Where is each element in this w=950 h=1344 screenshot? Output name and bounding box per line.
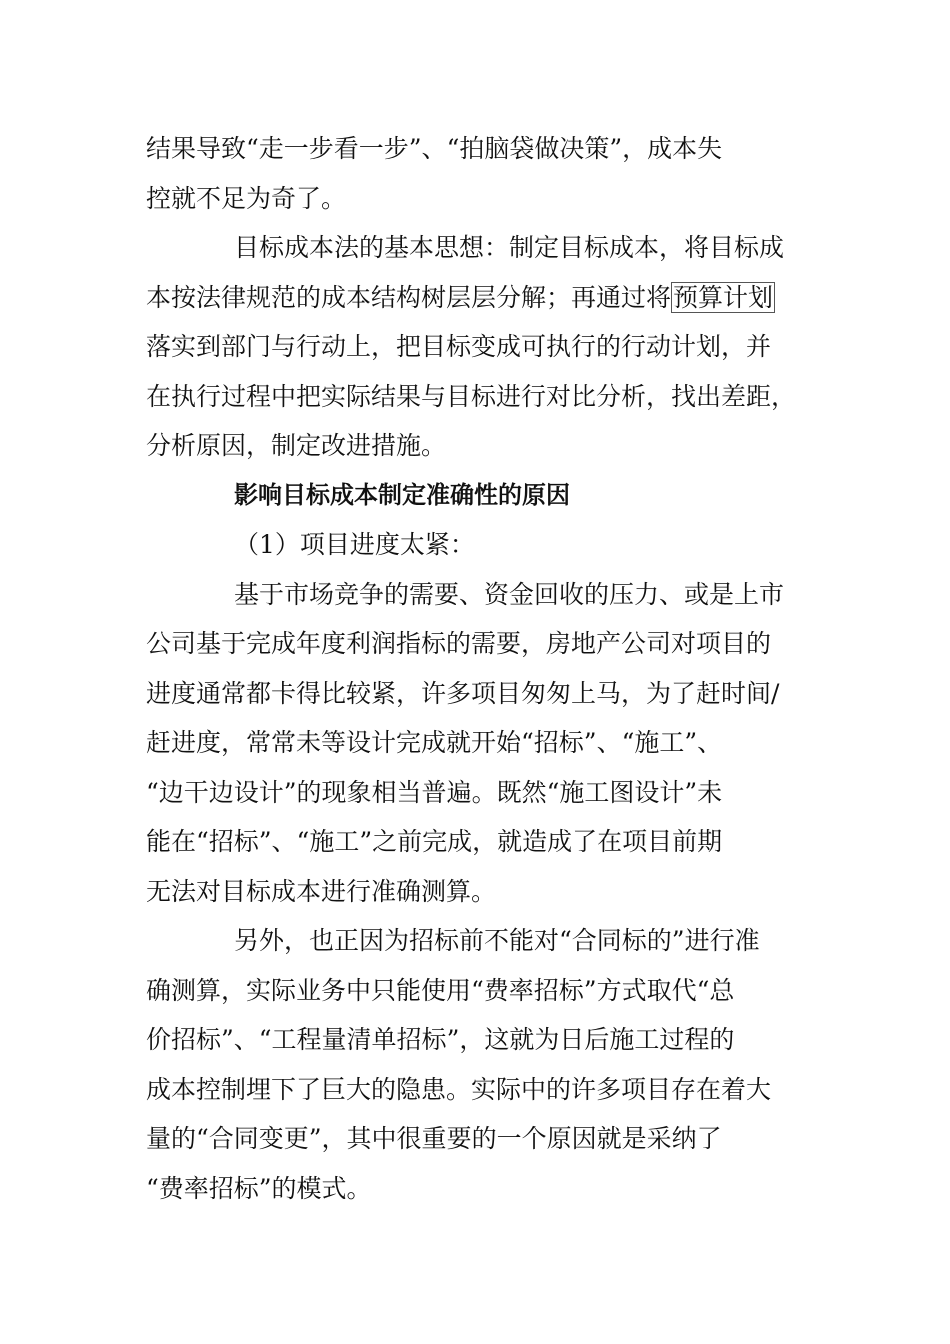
document-body — [146, 124, 810, 1213]
text-line: 基于市场竞争的需要、资金回收的压力、或是上市 — [234, 579, 785, 609]
text-line: “费率招标”的模式。 — [146, 1173, 372, 1203]
text-line: 能在“招标”、“施工”之前完成，就造成了在项目前期 — [146, 827, 723, 856]
text-line: 分析原因，制定改进措施。 — [146, 431, 447, 460]
text-line: 价招标”、“工程量清单招标”，这就为日后施工过程的 — [146, 1025, 735, 1054]
text-line: 公司基于完成年度利润指标的需要，房地产公司对项目的 — [146, 629, 772, 658]
text-line: 目标成本法的基本思想：制定目标成本，将目标成 — [234, 233, 785, 262]
subsection-heading: （1）项目进度太紧： — [234, 530, 475, 559]
text-line — [146, 273, 810, 323]
text-line: 量的“合同变更”，其中很重要的一个原因就是采纳了 — [146, 1124, 722, 1153]
text-line: 落实到部门与行动上，把目标变成可执行的行动计划，并 — [146, 332, 772, 361]
text-line: 在执行过程中把实际结果与目标进行对比分析，找出差距， — [146, 381, 797, 411]
text-line: 进度通常都卡得比较紧，许多项目匆匆上马，为了赶时间/ — [146, 678, 780, 708]
text-fragment: 本按法律规范的成本结构树层层分解；再通过将 — [146, 282, 672, 312]
text-line: 赶进度，常常未等设计完成就开始“招标”、“施工”、 — [146, 728, 723, 757]
text-line: 结果导致“走一步看一步”、“拍脑袋做决策”，成本失 — [146, 134, 723, 163]
text-line: “边干边设计”的现象相当普遍。既然“施工图设计”未 — [146, 777, 723, 807]
text-line: 控就不足为奇了。 — [146, 183, 347, 213]
text-line: 无法对目标成本进行准确测算。 — [146, 876, 497, 906]
section-heading: 影响目标成本制定准确性的原因 — [234, 480, 570, 509]
boxed-term: 预算计划 — [673, 282, 774, 312]
text-line: 确测算，实际业务中只能使用“费率招标”方式取代“总 — [146, 975, 735, 1005]
text-line: 另外，也正因为招标前不能对“合同标的”进行准 — [234, 926, 760, 955]
text-line: 成本控制埋下了巨大的隐患。实际中的许多项目存在着大 — [146, 1074, 772, 1104]
